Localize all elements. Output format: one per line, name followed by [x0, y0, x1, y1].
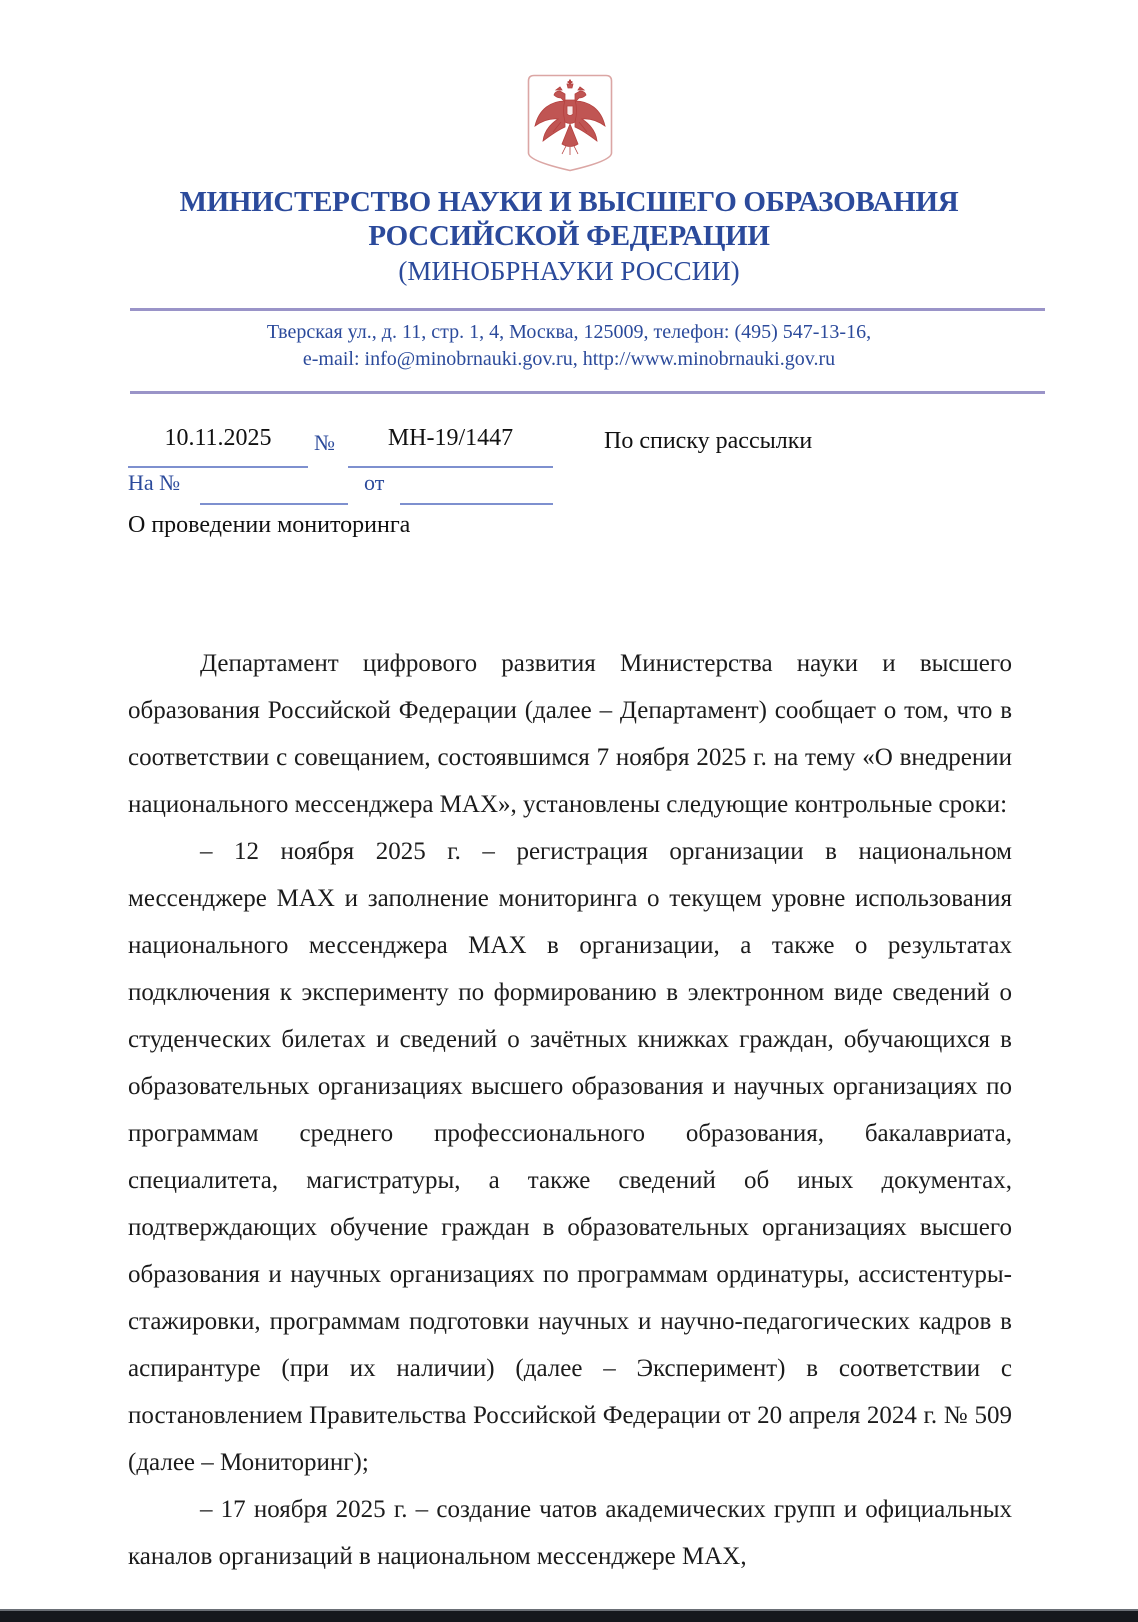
reply-from-label: от	[364, 470, 385, 495]
body-paragraph-1: Департамент цифрового развития Министерства науки и высшего образования Российской Федерации (далее – Департамент) сообщает о том, что в соответствии с совещанием, состоявшимся 7 ноября 2025 г. на тему «О внедрении национального мессенджера МАХ», установлены следующие контрольные сроки:	[128, 650, 1012, 818]
reply-to-label: На №	[128, 470, 181, 495]
separator-line-bottom	[130, 391, 1045, 394]
ministry-name-line2: РОССИЙСКОЙ ФЕДЕРАЦИИ	[368, 220, 770, 252]
ministry-name-line1: МИНИСТЕРСТВО НАУКИ И ВЫСШЕГО ОБРАЗОВАНИЯ	[179, 186, 959, 218]
contact-email-line: e-mail: info@minobrnauki.gov.ru, http://www.minobrnauki.gov.ru	[302, 348, 836, 370]
reply-number-underline	[200, 503, 348, 505]
letter-subject: О проведении мониторинга	[128, 512, 411, 538]
date-underline	[128, 466, 308, 468]
russia-coat-of-arms-icon	[527, 74, 613, 172]
separator-line-top	[130, 308, 1045, 311]
ministry-short-name: (МИНОБРНАУКИ РОССИИ)	[398, 256, 740, 286]
reply-date-underline	[400, 503, 553, 505]
ministry-name	[64, 185, 1074, 253]
letter-body	[128, 640, 1012, 1580]
body-paragraph-2: – 12 ноября 2025 г. – регистрация организации в национальном мессенджере МАХ и заполнение мониторинга о текущем уровне использования национального мессенджера МАХ в организации, а также о результатах подключения к эксперименту по формированию в электронном виде сведений о студенческих билетах и сведений о зачётных книжках граждан, обучающихся в образовательных организациях высшего образования и научных организациях по программам среднего профессионального образования, бакалавриата, специалитета, магистратуры, а также сведений об иных документах, подтверждающих обучение граждан в образовательных организациях высшего образования и научных организациях по программам ординатуры, ассистентуры-стажировки, программам подготовки научных и научно-педагогических кадров в аспирантуре (при их наличии) (далее – Эксперимент) в соответствии с постановлением Правительства Российской Федерации от 20 апреля 2024 г. № 509 (далее – Мониторинг);	[128, 838, 1012, 1476]
outgoing-number: МН-19/1447	[387, 425, 514, 451]
ministry-contacts	[64, 319, 1074, 373]
number-underline	[348, 466, 553, 468]
contact-address-line: Тверская ул., д. 11, стр. 1, 4, Москва, 125009, телефон: (495) 547-13-16,	[266, 321, 872, 343]
outgoing-date: 10.11.2025	[164, 425, 272, 451]
addressee-line: По списку рассылки	[604, 428, 813, 454]
page-bottom-edge	[0, 1609, 1138, 1622]
body-paragraph-3: – 17 ноября 2025 г. – создание чатов академических групп и официальных каналов организаций в национальном мессенджере МАХ,	[128, 1496, 1012, 1570]
number-sign-label: №	[314, 430, 335, 455]
